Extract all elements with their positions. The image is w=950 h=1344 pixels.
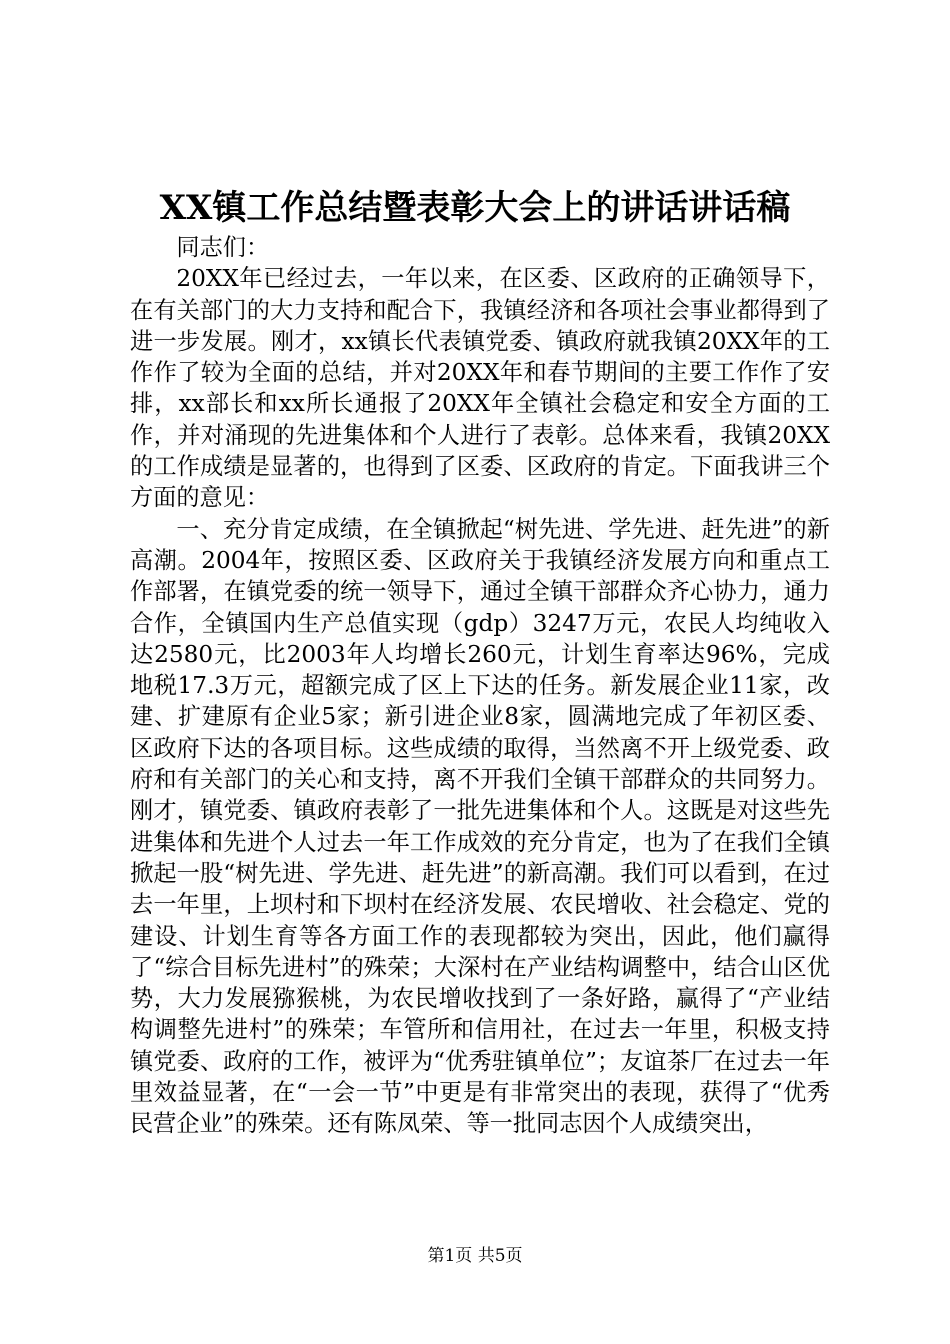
document-body [130,232,830,1140]
document-title: XX镇工作总结暨表彰大会上的讲话讲话稿 [159,188,791,228]
section-one-paragraph: 一、充分肯定成绩，在全镇掀起“树先进、学先进、赶先进”的新高潮。2004年，按照区委、区政府关于我镇经济发展方向和重点工作部署，在镇党委的统一领导下，通过全镇干部群众齐心协力，通力合作，全镇国内生产总值实现（gdp）3247万元，农民人均纯收入达2580元，比2003年人均增长260元，计划生育率达96%，完成地税17.3万元，超额完成了区上下达的任务。新发展企业11家，改建、扩建原有企业5家；新引进企业8家，圆满地完成了年初区委、区政府下达的各项目标。这些成绩的取得，当然离不开上级党委、政府和有关部门的关心和支持，离不开我们全镇干部群众的共同努力。刚才，镇党委、镇政府表彰了一批先进集体和个人。这既是对这些先进集体和先进个人过去一年工作成效的充分肯定，也为了在我们全镇掀起一股“树先进、学先进、赶先进”的新高潮。我们可以看到，在过去一年里，上坝村和下坝村在经济发展、农民增收、社会稳定、党的建设、计划生育等各方面工作的表现都较为突出，因此，他们赢得了“综合目标先进村”的殊荣；大深村在产业结构调整中，结合山区优势，大力发展猕猴桃，为农民增收找到了一条好路，赢得了“产业结构调整先进村”的殊荣；车管所和信用社，在过去一年里，积极支持镇党委、政府的工作，被评为“优秀驻镇单位”；友谊茶厂在过去一年里效益显著，在“一会一节”中更是有非常突出的表现，获得了“优秀民营企业”的殊荣。还有陈凤荣、等一批同志因个人成绩突出， [130,515,830,1138]
intro-paragraph: 20XX年已经过去，一年以来，在区委、区政府的正确领导下，在有关部门的大力支持和配合下，我镇经济和各项社会事业都得到了进一步发展。刚才，xx镇长代表镇党委、镇政府就我镇20XX年的工作作了较为全面的总结，并对20XX年和春节期间的主要工作作了安排，xx部长和xx所长通报了20XX年全镇社会稳定和安全方面的工作，并对涌现的先进集体和个人进行了表彰。总体来看，我镇20XX的工作成绩是显著的，也得到了区委、区政府的肯定。下面我讲三个方面的意见： [130,265,830,512]
page-number-footer: 第1页 共5页 [427,1246,523,1266]
salutation-paragraph: 同志们： [176,234,270,261]
